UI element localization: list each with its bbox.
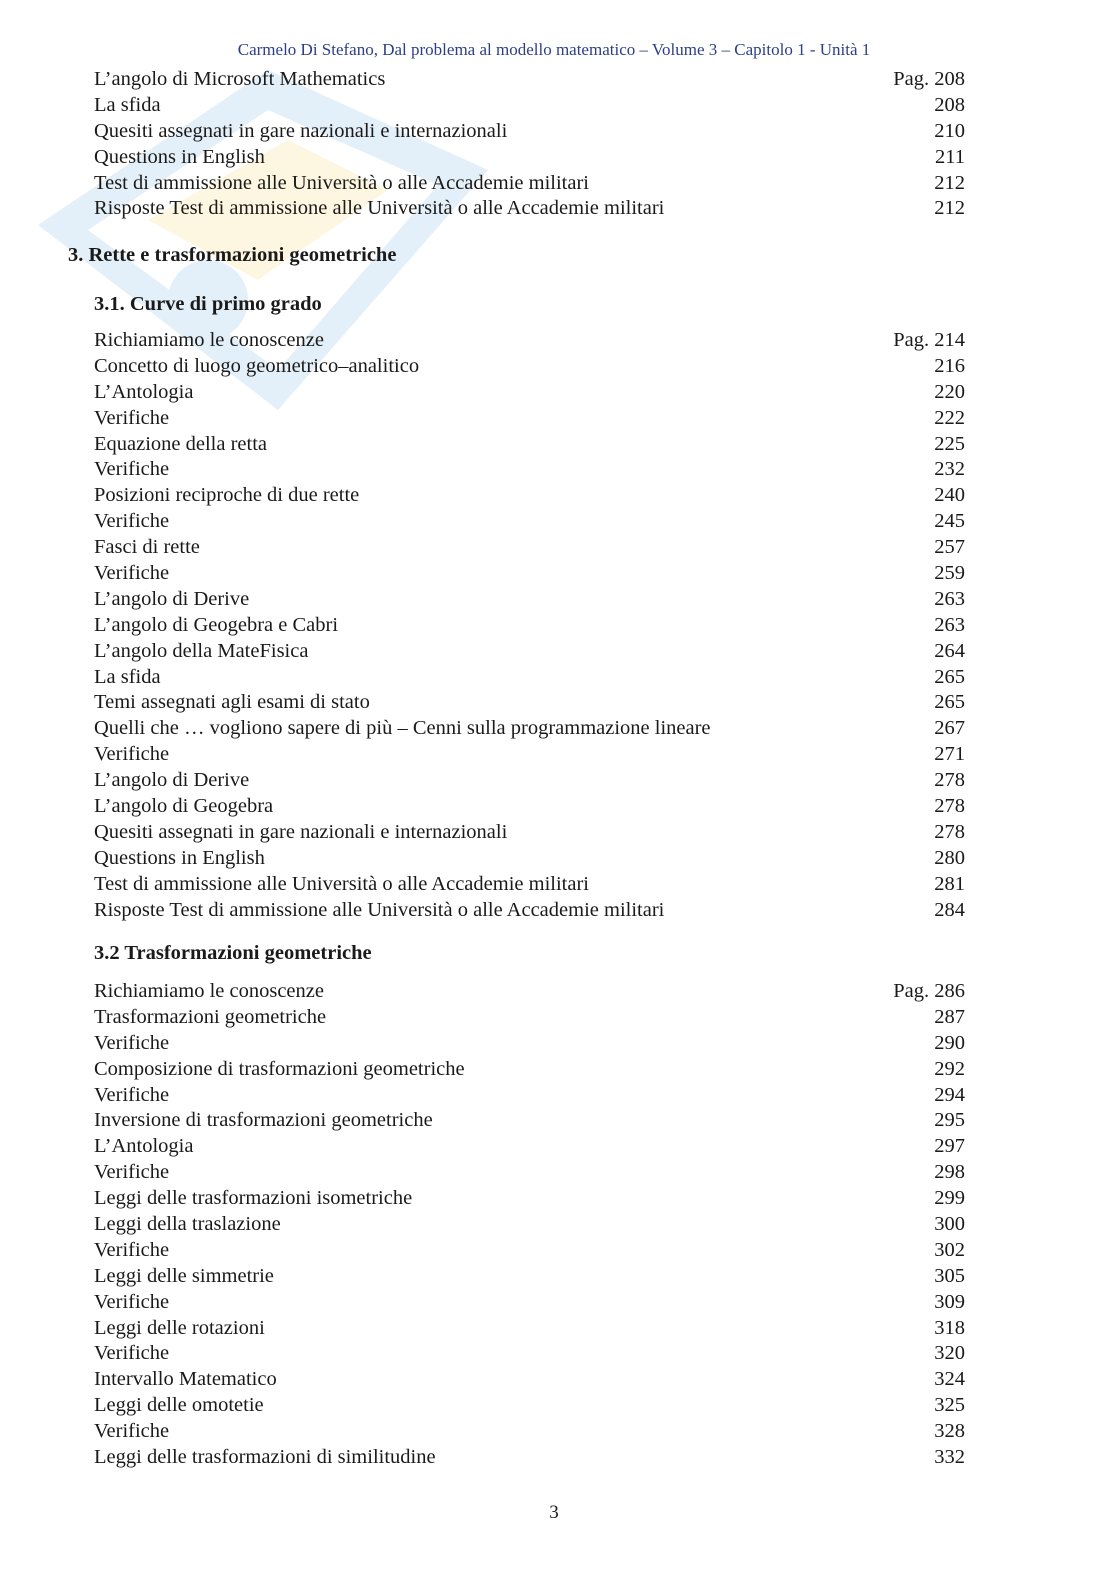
toc-entry-page: 325 xyxy=(934,1394,965,1417)
toc-entry xyxy=(0,820,1116,846)
toc-entry xyxy=(0,354,1116,380)
toc-entry-page: 232 xyxy=(934,458,965,481)
toc-entry-page: 265 xyxy=(934,665,965,688)
toc-entry-page: 245 xyxy=(934,510,965,533)
toc-entry-title: Test di ammissione alle Università o alle Accademie militari xyxy=(94,171,589,194)
toc-entry-page: 298 xyxy=(934,1161,965,1184)
toc-entry-title: Richiamiamo le conoscenze xyxy=(94,980,324,1002)
toc-entry xyxy=(0,1393,1116,1419)
toc-entry xyxy=(0,1005,1116,1031)
toc-entry xyxy=(0,561,1116,587)
toc-entry-title: L’angolo di Derive xyxy=(94,587,250,610)
toc-entry-title: Quelli che … vogliono sapere di più – Cenni sulla programmazione lineare xyxy=(94,717,711,740)
toc-entry xyxy=(0,1419,1116,1445)
toc-entry xyxy=(0,196,1116,222)
toc-entry xyxy=(0,119,1116,145)
toc-entry xyxy=(0,1160,1116,1186)
toc-entry xyxy=(0,1238,1116,1264)
toc-entry-title: Quesiti assegnati in gare nazionali e internazionali xyxy=(94,820,508,843)
toc-entry-title: Verifiche xyxy=(94,1290,170,1313)
toc-entry-page: 212 xyxy=(934,171,965,194)
toc-entry-title: Posizioni reciproche di due rette xyxy=(94,484,360,507)
toc-entry-title: Verifiche xyxy=(94,1161,170,1184)
toc-block-top xyxy=(0,67,1116,222)
toc-entry-page: 284 xyxy=(934,898,965,921)
toc-entry-title: Test di ammissione alle Università o alle Accademie militari xyxy=(94,872,589,895)
toc-entry-title: Intervallo Matematico xyxy=(94,1368,277,1391)
toc-section-3-1 xyxy=(0,328,1116,923)
toc-entry-page: 263 xyxy=(934,587,965,610)
toc-entry xyxy=(0,145,1116,171)
toc-entry xyxy=(0,846,1116,872)
toc-entry-title: La sfida xyxy=(94,93,161,116)
toc-entry xyxy=(0,67,1116,93)
toc-entry-page: 220 xyxy=(934,380,965,403)
toc-entry-title: Leggi delle rotazioni xyxy=(94,1316,265,1339)
toc-entry-title: L’angolo di Microsoft Mathematics xyxy=(94,68,386,90)
toc-entry xyxy=(0,457,1116,483)
toc-entry xyxy=(0,872,1116,898)
running-header: Carmelo Di Stefano, Dal problema al modello matematico – Volume 3 – Capitolo 1 - Unità 1 xyxy=(237,40,871,59)
toc-entry xyxy=(0,1057,1116,1083)
toc-entry-title: Leggi delle trasformazioni isometriche xyxy=(94,1187,413,1210)
toc-entry-title: Verifiche xyxy=(94,510,170,533)
toc-entry xyxy=(0,1186,1116,1212)
toc-entry xyxy=(0,1341,1116,1367)
toc-entry xyxy=(0,1264,1116,1290)
toc-entry-page: 290 xyxy=(934,1031,965,1054)
toc-entry xyxy=(0,742,1116,768)
toc-entry xyxy=(0,979,1116,1005)
toc-entry-title: Composizione di trasformazioni geometriche xyxy=(94,1057,465,1080)
toc-entry xyxy=(0,171,1116,197)
toc-entry-title: Richiamiamo le conoscenze xyxy=(94,329,324,351)
toc-entry-title: Leggi della traslazione xyxy=(94,1213,281,1236)
toc-entry-page: 222 xyxy=(934,406,965,429)
toc-entry xyxy=(0,716,1116,742)
toc-entry-page: 280 xyxy=(934,846,965,869)
toc-entry-title: Risposte Test di ammissione alle Università o alle Accademie militari xyxy=(94,197,665,220)
toc-entry-title: La sfida xyxy=(94,665,161,688)
toc-entry-page: 320 xyxy=(934,1342,965,1365)
toc-entry-page: 295 xyxy=(934,1109,965,1132)
toc-entry xyxy=(0,1316,1116,1342)
toc-entry-page: 263 xyxy=(934,613,965,636)
toc-entry-page: 259 xyxy=(934,562,965,585)
toc-entry-title: Questions in English xyxy=(94,846,265,869)
toc-entry-page: Pag. 214 xyxy=(893,329,965,351)
toc-entry xyxy=(0,639,1116,665)
toc-entry-page: 328 xyxy=(934,1420,965,1443)
toc-entry-page: 278 xyxy=(934,820,965,843)
toc-entry-title: L’angolo di Geogebra xyxy=(94,795,274,818)
toc-entry-page: 240 xyxy=(934,484,965,507)
toc-entry xyxy=(0,1083,1116,1109)
toc-entry-title: Verifiche xyxy=(94,562,170,585)
toc-entry-page: Pag. 208 xyxy=(893,68,965,90)
toc-entry xyxy=(0,328,1116,354)
toc-entry-page: 299 xyxy=(934,1187,965,1210)
toc-entry xyxy=(0,1290,1116,1316)
section-heading-3-1: 3.1. Curve di primo grado xyxy=(94,293,322,315)
toc-entry-page: 278 xyxy=(934,795,965,818)
toc-entry-title: Leggi delle omotetie xyxy=(94,1394,264,1417)
toc-entry-title: L’angolo della MateFisica xyxy=(94,639,309,662)
toc-entry-page: 294 xyxy=(934,1083,965,1106)
toc-entry xyxy=(0,380,1116,406)
toc-entry xyxy=(0,406,1116,432)
toc-entry xyxy=(0,432,1116,458)
toc-entry xyxy=(0,509,1116,535)
toc-entry-title: Fasci di rette xyxy=(94,536,200,559)
toc-entry-title: L’Antologia xyxy=(94,380,194,403)
toc-entry-page: 281 xyxy=(934,872,965,895)
toc-entry-page: 300 xyxy=(934,1213,965,1236)
toc-entry-title: Trasformazioni geometriche xyxy=(94,1005,327,1028)
toc-entry xyxy=(0,93,1116,119)
toc-entry-page: 292 xyxy=(934,1057,965,1080)
toc-entry-title: Equazione della retta xyxy=(94,432,268,455)
toc-entry xyxy=(0,1367,1116,1393)
toc-entry-page: 212 xyxy=(934,197,965,220)
toc-entry xyxy=(0,1134,1116,1160)
toc-entry xyxy=(0,768,1116,794)
toc-entry-page: 287 xyxy=(934,1005,965,1028)
toc-entry xyxy=(0,1212,1116,1238)
toc-entry-title: Verifiche xyxy=(94,1031,170,1054)
page-number: 3 xyxy=(549,1502,559,1523)
toc-entry-title: Verifiche xyxy=(94,1083,170,1106)
toc-entry xyxy=(0,665,1116,691)
chapter-heading: 3. Rette e trasformazioni geometriche xyxy=(68,244,397,266)
toc-entry-page: 210 xyxy=(934,119,965,142)
toc-entry xyxy=(0,1031,1116,1057)
toc-entry-title: Verifiche xyxy=(94,1420,170,1443)
toc-entry-page: 267 xyxy=(934,717,965,740)
toc-entry-title: Verifiche xyxy=(94,1342,170,1365)
toc-entry-title: Leggi delle trasformazioni di similitudine xyxy=(94,1446,436,1469)
toc-entry-page: 271 xyxy=(934,743,965,766)
toc-entry xyxy=(0,898,1116,924)
toc-entry-page: 216 xyxy=(934,354,965,377)
section-heading-3-2: 3.2 Trasformazioni geometriche xyxy=(94,942,372,964)
toc-entry-title: Inversione di trasformazioni geometriche xyxy=(94,1109,433,1132)
toc-entry-title: Verifiche xyxy=(94,458,170,481)
toc-entry-title: Concetto di luogo geometrico–analitico xyxy=(94,354,420,377)
toc-entry xyxy=(0,483,1116,509)
toc-entry xyxy=(0,535,1116,561)
toc-entry xyxy=(0,1108,1116,1134)
toc-entry xyxy=(0,690,1116,716)
toc-section-3-2 xyxy=(0,979,1116,1471)
toc-entry-page: 208 xyxy=(934,93,965,116)
toc-entry-title: L’angolo di Derive xyxy=(94,769,250,792)
toc-entry-page: 324 xyxy=(934,1368,965,1391)
toc-entry xyxy=(0,587,1116,613)
toc-entry-title: Verifiche xyxy=(94,1238,170,1261)
toc-entry-title: Leggi delle simmetrie xyxy=(94,1264,274,1287)
toc-entry-page: 225 xyxy=(934,432,965,455)
toc-entry-page: 302 xyxy=(934,1238,965,1261)
toc-entry-title: Questions in English xyxy=(94,145,265,168)
toc-entry-title: Quesiti assegnati in gare nazionali e internazionali xyxy=(94,119,508,142)
toc-entry-page: 278 xyxy=(934,769,965,792)
toc-entry-page: 211 xyxy=(935,145,965,168)
toc-entry xyxy=(0,613,1116,639)
toc-entry-page: 264 xyxy=(934,639,965,662)
toc-entry-page: 305 xyxy=(934,1264,965,1287)
toc-entry-page: 318 xyxy=(934,1316,965,1339)
toc-entry-title: Verifiche xyxy=(94,406,170,429)
toc-entry-page: 265 xyxy=(934,691,965,714)
toc-entry-title: Temi assegnati agli esami di stato xyxy=(94,691,370,714)
toc-entry-page: 332 xyxy=(934,1446,965,1469)
toc-entry-title: L’angolo di Geogebra e Cabri xyxy=(94,613,339,636)
toc-entry-page: 309 xyxy=(934,1290,965,1313)
toc-entry-title: L’Antologia xyxy=(94,1135,194,1158)
toc-entry-page: 257 xyxy=(934,536,965,559)
toc-entry-title: Verifiche xyxy=(94,743,170,766)
toc-entry xyxy=(0,1445,1116,1471)
toc-entry-title: Risposte Test di ammissione alle Università o alle Accademie militari xyxy=(94,898,665,921)
toc-entry-page: 297 xyxy=(934,1135,965,1158)
toc-entry xyxy=(0,794,1116,820)
toc-entry-page: Pag. 286 xyxy=(893,980,965,1002)
